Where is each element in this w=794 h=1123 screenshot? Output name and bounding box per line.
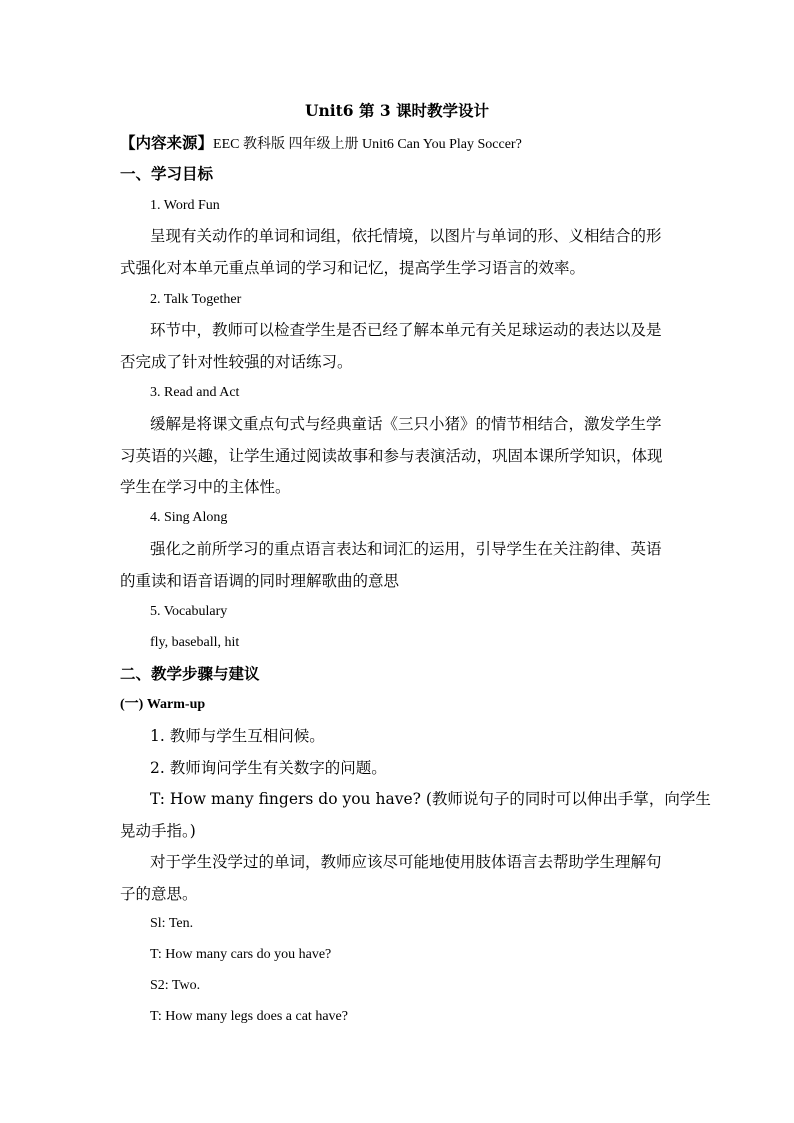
- step-1: 1. 教师与学生互相问候。: [150, 727, 325, 745]
- note-line-2: 子的意思。: [120, 885, 198, 903]
- goal-4-body-line-1: 强化之前所学习的重点语言表达和词汇的运用，引导学生在关注韵律、英语: [150, 540, 662, 558]
- warmup-heading: (一) Warm-up: [120, 697, 206, 712]
- goal-3-body-line-1: 缓解是将课文重点句式与经典童话《三只小猪》的情节相结合，激发学生学: [150, 415, 662, 433]
- goal-5-vocabulary: fly, baseball, hit: [150, 635, 240, 650]
- note-line-1: 对于学生没学过的单词，教师应该尽可能地使用肢体语言去帮助学生理解句: [150, 853, 662, 871]
- content-source-label: 【内容来源】: [120, 133, 214, 152]
- goal-1-title: 1. Word Fun: [150, 198, 220, 213]
- dialog-t2: T: How many cars do you have?: [150, 947, 332, 962]
- dialog-s1: Sl: Ten.: [150, 916, 194, 931]
- goal-4-body-line-2: 的重读和语音语调的同时理解歌曲的意思: [120, 572, 400, 590]
- section-heading-objectives: 一、学习目标: [120, 164, 214, 183]
- goal-4-title: 4. Sing Along: [150, 510, 228, 525]
- content-source-line: [120, 133, 522, 155]
- goal-1-body-line-1: 呈现有关动作的单词和词组，依托情境，以图片与单词的形、义相结合的形: [150, 227, 662, 245]
- document-title: Unit6 第 3 课时教学设计: [304, 101, 490, 120]
- goal-2-body-line-2: 否完成了针对性较强的对话练习。: [120, 353, 353, 371]
- goal-3-body-line-2: 习英语的兴趣，让学生通过阅读故事和参与表演活动，巩固本课所学知识，体现: [120, 447, 663, 465]
- goal-2-title: 2. Talk Together: [150, 292, 242, 307]
- goal-3-body-line-3: 学生在学习中的主体性。: [120, 478, 291, 496]
- goal-2-body-line-1: 环节中，教师可以检查学生是否已经了解本单元有关足球运动的表达以及是: [150, 321, 662, 339]
- section-heading-steps: 二、教学步骤与建议: [120, 664, 260, 683]
- dialog-1-line-2: 晃动手指。): [120, 822, 196, 840]
- dialog-t3: T: How many legs does a cat have?: [150, 1009, 348, 1024]
- goal-3-title: 3. Read and Act: [150, 385, 240, 400]
- dialog-s2: S2: Two.: [150, 978, 201, 993]
- step-2: 2. 教师询问学生有关数字的问题。: [150, 759, 387, 777]
- content-source-text: EEC 教科版 四年级上册 Unit6 Can You Play Soccer?: [213, 137, 522, 152]
- goal-5-title: 5. Vocabulary: [150, 604, 228, 619]
- dialog-1-line-1: T: How many fingers do you have? (教师说句子的同时可以伸出手掌，向学生: [150, 790, 711, 808]
- goal-1-body-line-2: 式强化对本单元重点单词的学习和记忆，提高学生学习语言的效率。: [120, 259, 586, 277]
